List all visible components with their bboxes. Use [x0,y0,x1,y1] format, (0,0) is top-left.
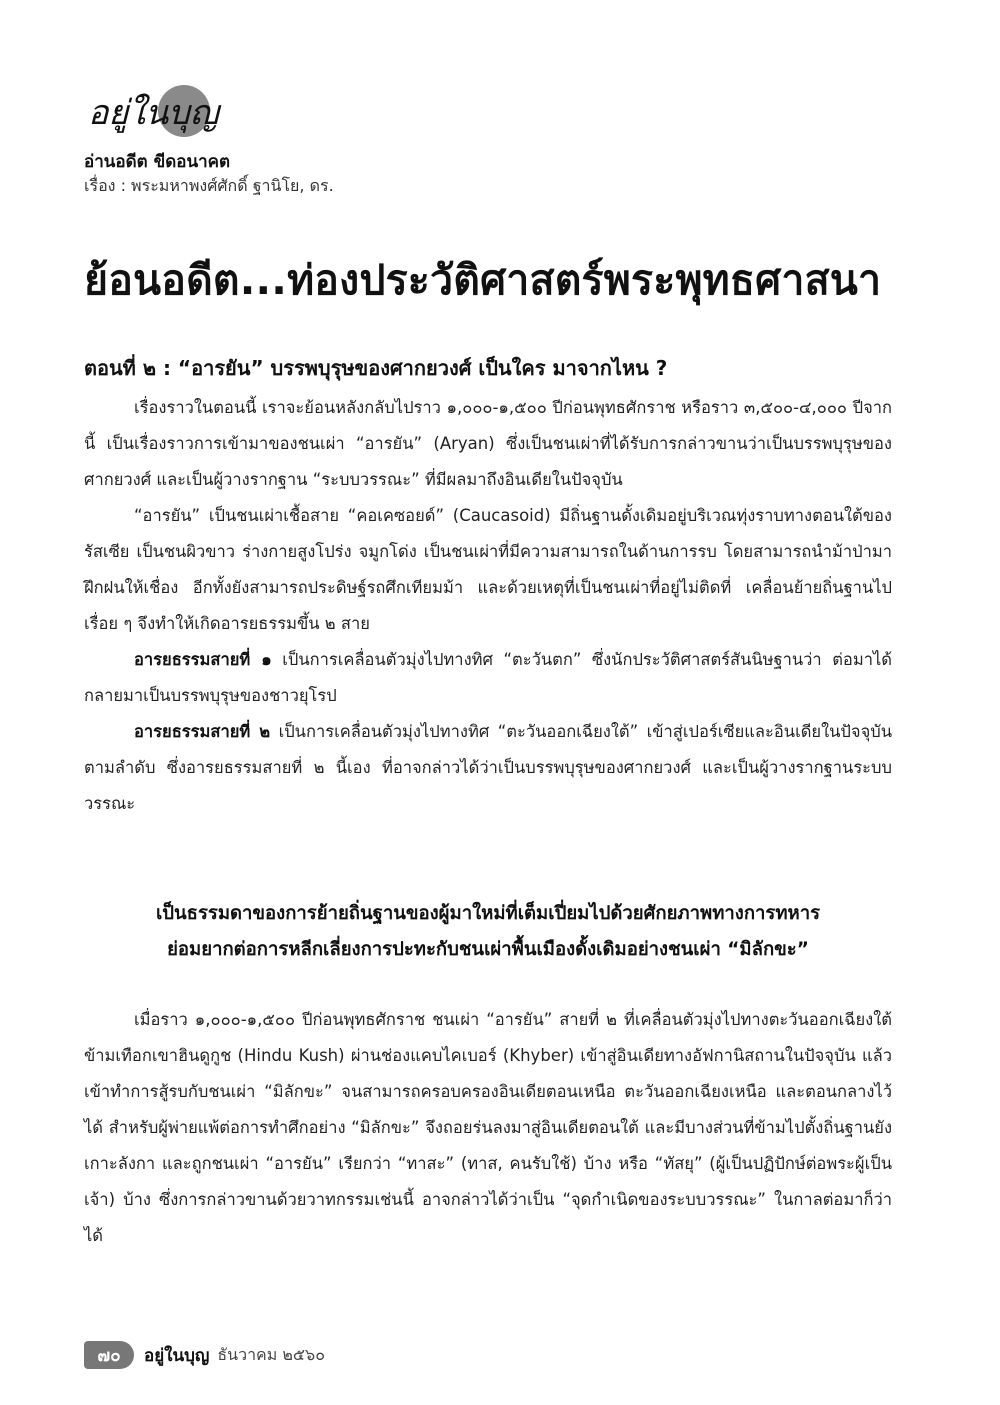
article-body-continued [84,1002,892,1254]
byline: เรื่อง : พระมหาพงศ์ศักดิ์ ฐานิโย, ดร. [84,176,334,195]
paragraph-1: เรื่องราวในตอนนี้ เราจะย้อนหลังกลับไปราว ๑,๐๐๐-๑,๕๐๐ ปีก่อนพุทธศักราช หรือราว ๓,๕๐๐-๔,๐๐๐ ปีจากนี้ เป็นเรื่องราวการเข้ามาของชนเผ่า “อารยัน” (Aryan) ซึ่งเป็นชนเผ่าที่ได้รับการกล่าวขานว่าเป็นบรรพบุรุษของศากยวงศ์ และเป็นผู้วางรากฐาน “ระบบวรรณะ” ที่มีผลมาถึงอินเดียในปัจจุบัน [84,398,892,489]
article-title: ย้อนอดีต...ท่องประวัติศาสตร์พระพุทธศาสนา [84,256,882,304]
article-body [84,390,892,822]
page-footer [84,1340,325,1370]
logo-graphic [84,76,224,146]
paragraph-4-label: อารยธรรมสายที่ ๒ [134,722,271,741]
paragraph-2: “อารยัน” เป็นชนเผ่าเชื้อสาย “คอเคซอยด์” (Caucasoid) มีถิ่นฐานดั้งเดิมอยู่บริเวณทุ่งราบทางตอนใต้ของรัสเซีย เป็นชนผิวขาว ร่างกายสูงโปร่ง จมูกโด่ง เป็นชนเผ่าที่มีความสามารถในด้านการรบ โดยสามารถนำม้าป่ามาฝึกฝนให้เชื่อง อีกทั้งยังสามารถประดิษฐ์รถศึกเทียมม้า และด้วยเหตุที่เป็นชนเผ่าที่อยู่ไม่ติดที่ เคลื่อนย้ายถิ่นฐานไปเรื่อย ๆ จึงทำให้เกิดอารยธรรมขึ้น ๒ สาย [84,506,892,633]
pull-quote-line-1: เป็นธรรมดาของการย้ายถิ่นฐานของผู้มาใหม่ที่เต็มเปี่ยมไปด้วยศักยภาพทางการทหาร [155,903,821,924]
footer-issue-date: ธันวาคม ๒๕๖๐ [217,1344,325,1364]
paragraph-3-text: เป็นการเคลื่อนตัวมุ่งไปทางทิศ “ตะวันตก” ซึ่งนักประวัติศาสตร์สันนิษฐานว่า ต่อมาได้กลายมาเป็นบรรพบุรุษของชาวยุโรป [84,650,892,705]
page-number-badge: ๗๐ [84,1341,134,1369]
pull-quote-line-2: ย่อมยากต่อการหลีกเลี่ยงการปะทะกับชนเผ่าพื้นเมืองดั้งเดิมอย่างชนเผ่า “มิลักขะ” [167,939,809,960]
paragraph-4 [84,714,892,822]
logo-text: อยู่ในบุญ [88,93,219,133]
pull-quote [84,896,892,968]
paragraph-4-text: เป็นการเคลื่อนตัวมุ่งไปทางทิศ “ตะวันออกเฉียงใต้” เข้าสู่เปอร์เซียและอินเดียในปัจจุบันตามลำดับ ซึ่งอารยธรรมสายที่ ๒ นี้เอง ที่อาจกล่าวได้ว่าเป็นบรรพบุรุษของศากยวงศ์ และเป็นผู้วางรากฐานระบบวรรณะ [84,722,892,813]
article-subtitle: ตอนที่ ๒ : “อารยัน” บรรพบุรุษของศากยวงศ์ เป็นใคร มาจากไหน ? [84,356,668,380]
column-name: อ่านอดีต ขีดอนาคต [84,152,231,172]
paragraph-3 [84,642,892,714]
paragraph-5: เมื่อราว ๑,๐๐๐-๑,๕๐๐ ปีก่อนพุทธศักราช ชนเผ่า “อารยัน” สายที่ ๒ ที่เคลื่อนตัวมุ่งไปทางตะวันออกเฉียงใต้ ข้ามเทือกเขาฮินดูกูช (Hindu Kush) ผ่านช่องแคบไคเบอร์ (Khyber) เข้าสู่อินเดียทางอัฟกานิสถานในปัจจุบัน แล้วเข้าทำการสู้รบกับชนเผ่า “มิลักขะ” จนสามารถครอบครองอินเดียตอนเหนือ ตะวันออกเฉียงเหนือ และตอนกลางไว้ได้ สำหรับผู้พ่ายแพ้ต่อการทำศึกอย่าง “มิลักขะ” จึงถอยร่นลงมาสู่อินเดียตอนใต้ และมีบางส่วนที่ข้ามไปตั้งถิ่นฐานยังเกาะลังกา และถูกชนเผ่า “อารยัน” เรียกว่า “ทาสะ” (ทาส, คนรับใช้) บ้าง หรือ “ทัสยุ” (ผู้เป็นปฏิปักษ์ต่อพระผู้เป็นเจ้า) บ้าง ซึ่งการกล่าวขานด้วยวาทกรรมเช่นนี้ อาจกล่าวได้ว่าเป็น “จุดกำเนิดของระบบวรรณะ” ในกาลต่อมาก็ว่าได้ [84,1010,892,1245]
footer-magazine-name: อยู่ในบุญ [144,1345,210,1366]
paragraph-3-label: อารยธรรมสายที่ ๑ [134,650,272,669]
magazine-logo [84,76,224,146]
